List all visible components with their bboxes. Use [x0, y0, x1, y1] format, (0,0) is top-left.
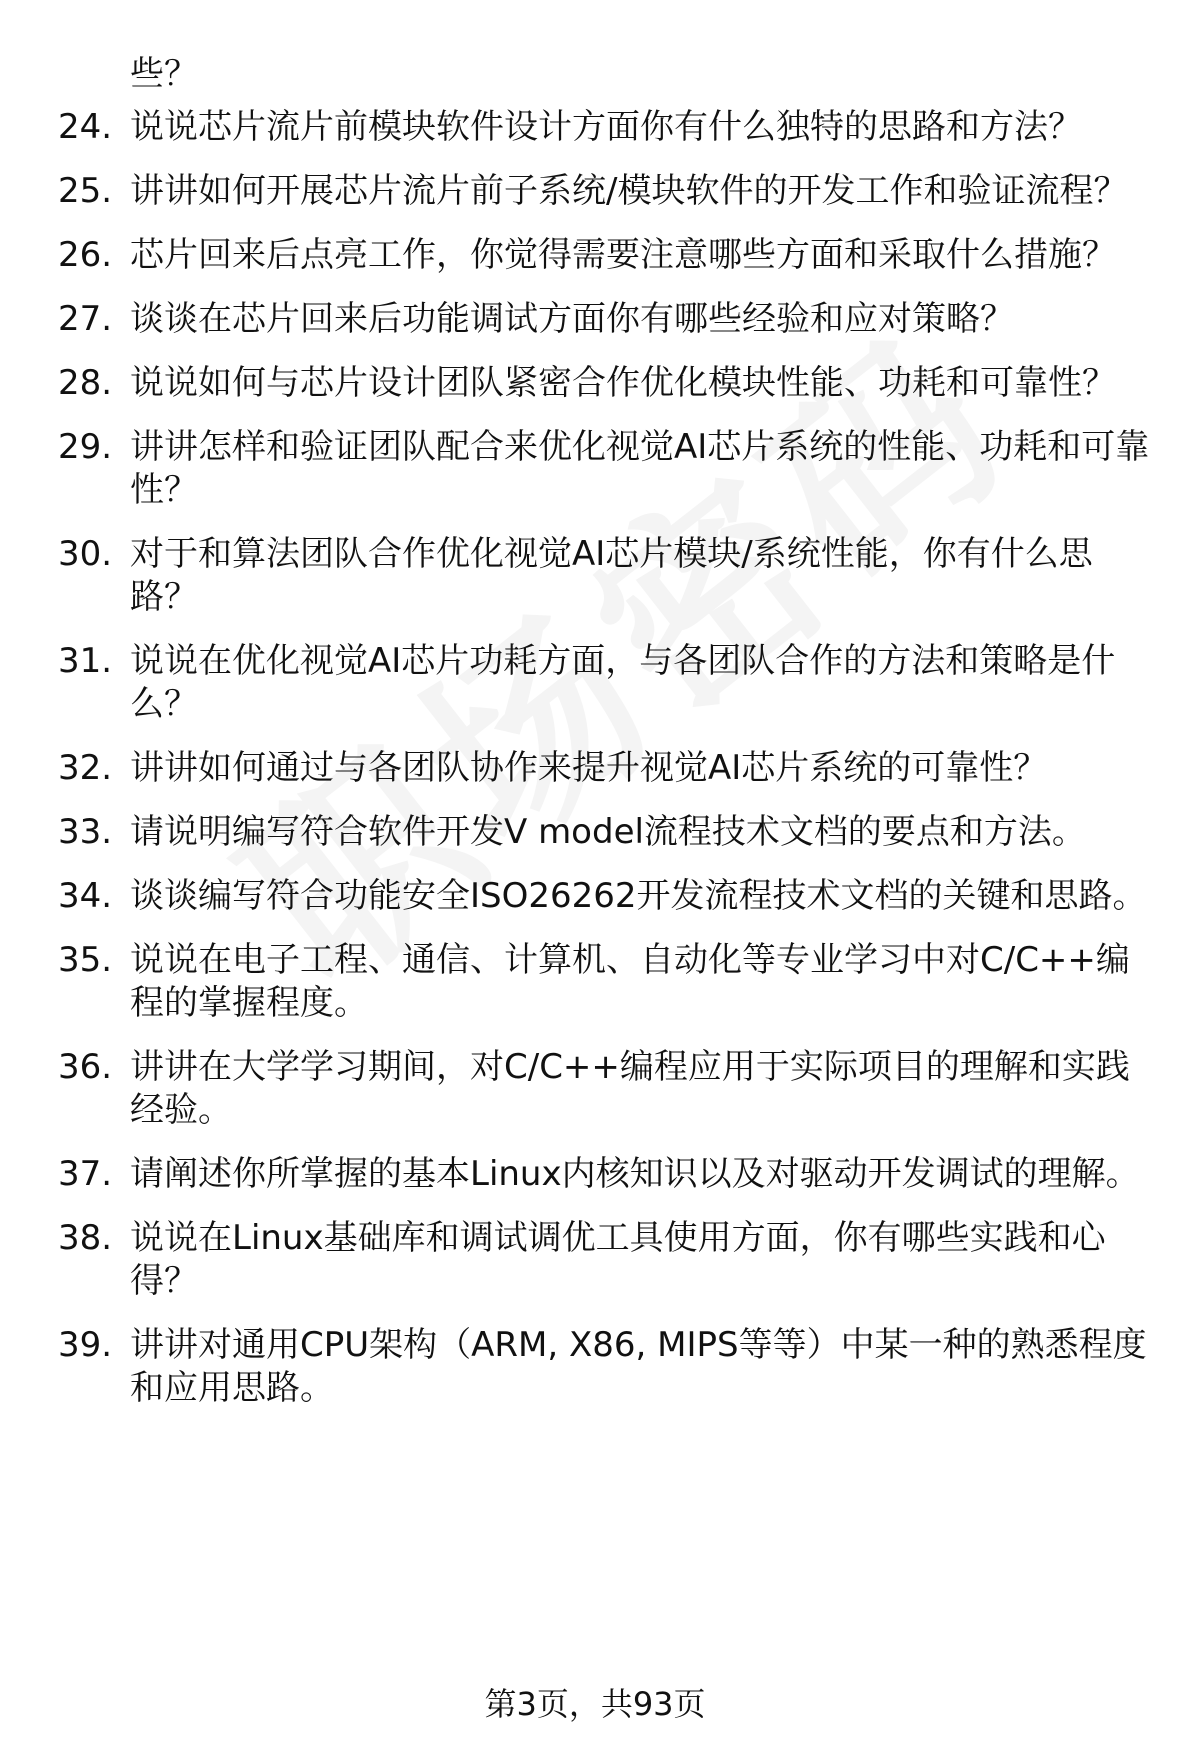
- question-number: 35.: [58, 940, 113, 980]
- question-text: 说说芯片流片前模块软件设计方面你有什么独特的思路和方法？: [130, 107, 1082, 147]
- question-item: [0, 426, 1190, 512]
- question-text: 讲讲如何开展芯片流片前子系统/模块软件的开发工作和验证流程？: [130, 171, 1128, 211]
- question-item: [0, 106, 1190, 149]
- question-number: 37.: [58, 1154, 113, 1194]
- page-footer: 第3页，共93页: [484, 1685, 706, 1723]
- question-number: 36.: [58, 1047, 113, 1087]
- question-number: 32.: [58, 748, 113, 788]
- question-item: [0, 939, 1190, 1025]
- question-item: [0, 1217, 1190, 1303]
- question-number: 39.: [58, 1325, 113, 1365]
- question-number: 31.: [58, 641, 113, 681]
- question-item: [0, 170, 1190, 213]
- question-text: 讲讲在大学学习期间，对C/C++编程应用于实际项目的理解和实践经验。: [130, 1047, 1130, 1130]
- question-number: 34.: [58, 876, 113, 916]
- question-text: 芯片回来后点亮工作，你觉得需要注意哪些方面和采取什么措施？: [130, 235, 1116, 275]
- question-item: [0, 1153, 1190, 1196]
- question-number: 29.: [58, 427, 113, 467]
- question-text: 说说在优化视觉AI芯片功耗方面，与各团队合作的方法和策略是什么？: [130, 641, 1116, 724]
- continuation-text: 些？: [130, 54, 198, 94]
- question-number: 24.: [58, 107, 113, 147]
- question-item: [0, 362, 1190, 405]
- question-number: 30.: [58, 534, 113, 574]
- question-number: 33.: [58, 812, 113, 852]
- question-item: [0, 875, 1190, 918]
- question-item: [0, 1324, 1190, 1410]
- question-text: 请说明编写符合软件开发V model流程技术文档的要点和方法。: [130, 812, 1086, 852]
- question-number: 28.: [58, 363, 113, 403]
- question-item: [0, 234, 1190, 277]
- question-item: [0, 811, 1190, 854]
- question-number: 26.: [58, 235, 113, 275]
- question-text: 说说在Linux基础库和调试调优工具使用方面，你有哪些实践和心得？: [130, 1218, 1106, 1301]
- question-text: 说说如何与芯片设计团队紧密合作优化模块性能、功耗和可靠性？: [130, 363, 1116, 403]
- question-number: 27.: [58, 299, 113, 339]
- question-item: [0, 533, 1190, 619]
- question-text: 说说在电子工程、通信、计算机、自动化等专业学习中对C/C++编程的掌握程度。: [130, 940, 1130, 1023]
- question-list: [0, 106, 1190, 1431]
- question-text: 对于和算法团队合作优化视觉AI芯片模块/系统性能，你有什么思路？: [130, 534, 1093, 617]
- question-text: 讲讲如何通过与各团队协作来提升视觉AI芯片系统的可靠性？: [130, 748, 1048, 788]
- question-number: 25.: [58, 171, 113, 211]
- question-item: [0, 640, 1190, 726]
- question-item: [0, 747, 1190, 790]
- question-text: 谈谈编写符合功能安全ISO26262开发流程技术文档的关键和思路。: [130, 876, 1147, 916]
- question-text: 讲讲对通用CPU架构（ARM, X86, MIPS等等）中某一种的熟悉程度和应用思路。: [130, 1325, 1147, 1408]
- question-text: 讲讲怎样和验证团队配合来优化视觉AI芯片系统的性能、功耗和可靠性？: [130, 427, 1150, 510]
- question-item: [0, 298, 1190, 341]
- question-number: 38.: [58, 1218, 113, 1258]
- question-item: [0, 1046, 1190, 1132]
- question-text: 请阐述你所掌握的基本Linux内核知识以及对驱动开发调试的理解。: [130, 1154, 1140, 1194]
- question-text: 谈谈在芯片回来后功能调试方面你有哪些经验和应对策略？: [130, 299, 1014, 339]
